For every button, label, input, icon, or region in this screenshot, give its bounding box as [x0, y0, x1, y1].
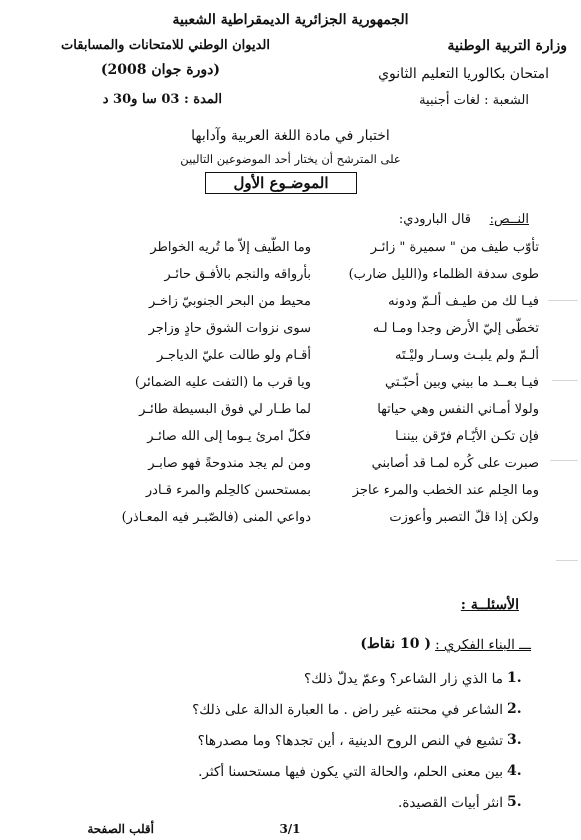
scan-mark [548, 300, 578, 301]
subject-instruction: على المترشح أن يختار أحد الموضوعين التاليين [180, 152, 401, 166]
verse-1-left: وما الطّيف إلاّ ما تُريه الخواطر [150, 240, 311, 255]
poet-attribution: قال البارودي: [398, 212, 471, 227]
verse-5-left: أقـام ولو طالت عليّ الدياجـر [156, 348, 311, 363]
verse-5-right: ألـمّ ولم يلبـث وسـار وليْـتَه [395, 348, 539, 363]
verse-7-right: ولولا أمـاني النفس وهي حياتها [377, 402, 539, 417]
verse-8-right: فإن تكـن الأيّـام فرّقن بيننـا [395, 429, 539, 444]
text-label: النــص: [489, 212, 529, 227]
question-text: تشيع في النص الروح الدينية ، أين تجدها؟ وما مصدرها؟ [197, 733, 503, 749]
verse-2-left: بأرواقه والنجم بالأفـق حائـر [164, 267, 311, 282]
question-text: الشاعر في محنته غير راض . ما العبارة الدالة على ذلك؟ [192, 702, 503, 718]
question-number: 5. [507, 794, 522, 810]
question-number: 3. [507, 732, 522, 748]
branch-label: الشعبة : لغات أجنبية [419, 93, 529, 108]
verse-3-right: فيـا لك من طيـف ألـمّ ودونه [388, 294, 539, 309]
ministry-label: وزارة التربية الوطنية [447, 38, 567, 54]
section-label: ـــ البناء الفكري : [435, 637, 531, 653]
verse-11-left: دواعي المنى (فالصّبـر فيه المعـاذر) [121, 510, 311, 525]
verse-9-right: صبرت على كُره لمـا قد أصابني [371, 456, 539, 471]
turn-page-note: أقلب الصفحة [87, 822, 154, 836]
question-text: انثر أبيات القصيدة. [398, 795, 503, 811]
office-label: الديوان الوطني للامتحانات والمسابقات [61, 38, 270, 53]
question-text: ما الذي زار الشاعر؟ وعمّ يدلّ ذلك؟ [304, 671, 503, 687]
page-number: 3/1 [279, 822, 301, 836]
verse-11-right: ولكن إذا قلّ التصبر وأعوزت [389, 510, 539, 525]
exam-label: امتحان بكالوريا التعليم الثانوي [378, 66, 549, 82]
verse-10-right: وما الحِلم عند الخطب والمرء عاجز [352, 483, 539, 498]
verse-7-left: لما طـار لي فوق البسيطة طائـر [139, 402, 311, 417]
duration-label: المدة : 03 سا و30 د [102, 92, 222, 107]
session-label: (دورة جوان 2008) [100, 62, 220, 78]
verse-4-right: تخطّى إليّ الأرض وجدا ومـا لـه [372, 321, 539, 336]
verse-6-right: فيـا بعــد ما بيني وبين أحبّـتي [385, 375, 539, 390]
verse-1-right: تأوّب طيف من " سميرة " زائـر [370, 240, 539, 255]
scan-mark [556, 560, 578, 561]
question-number: 2. [507, 701, 522, 717]
question-number: 4. [507, 763, 522, 779]
verse-4-left: سوى نزوات الشوق حادٍ وزاجر [148, 321, 311, 336]
verse-9-left: ومن لم يجد مندوحةً فهو صابـر [148, 456, 311, 471]
scan-mark [552, 380, 578, 381]
question-number: 1. [507, 670, 522, 686]
republic-header: الجمهورية الجزائرية الديمقراطية الشعبية [172, 12, 409, 28]
questions-heading: الأسئلــة : [460, 597, 519, 613]
verse-6-left: ويا قرب ما (التفت عليه الضمائر) [134, 375, 311, 390]
verse-10-left: بمستحسن كالحِلم والمرء قـادر [145, 483, 311, 498]
topic-title: الموضـوع الأول [205, 172, 357, 194]
subject-title: اختبار في مادة اللغة العربية وآدابها [191, 128, 390, 144]
scan-mark [550, 460, 578, 461]
verse-2-right: طوى سدفة الظلماء و(الليل ضارب) [348, 267, 539, 282]
verse-8-left: فكلّ امرئ يـوما إلى الله صائـر [147, 429, 311, 444]
verse-3-left: محيط من البحر الجنوبيّ زاخـر [148, 294, 311, 309]
question-text: بين معنى الحلم، والحالة التي يكون فيها مستحسنا أكثر. [198, 764, 503, 780]
section-points: ( 10 نقاط) [360, 636, 431, 652]
